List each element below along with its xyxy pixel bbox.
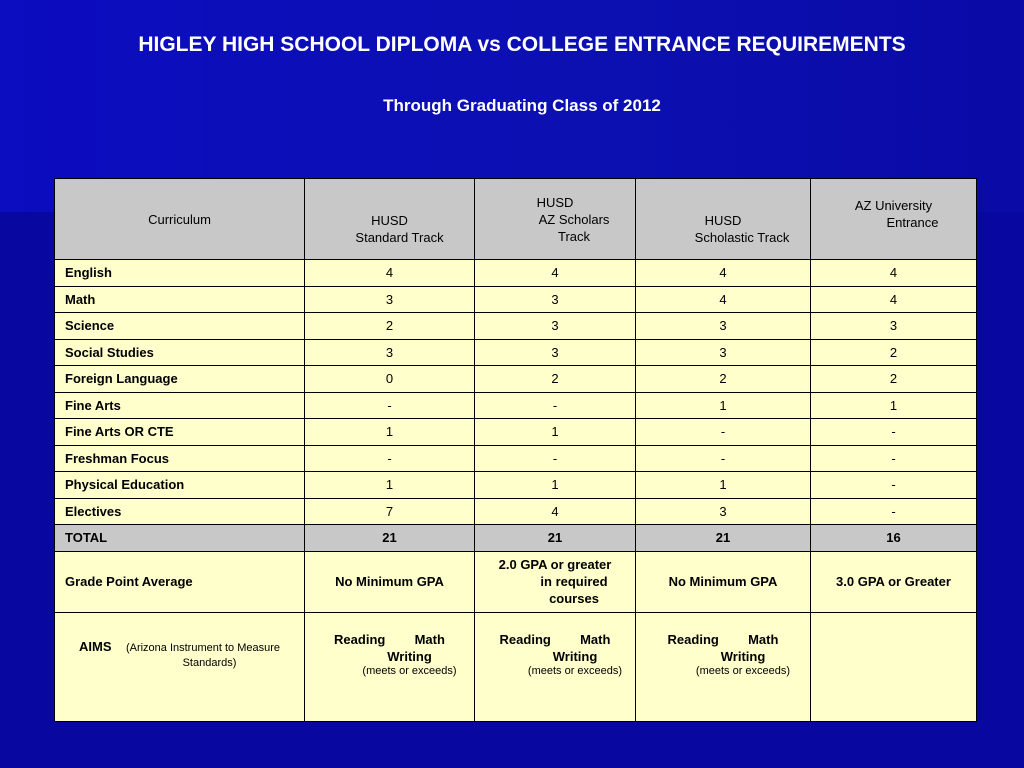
cell-value: 2 (811, 339, 977, 366)
aims-row (55, 612, 977, 721)
aims-scholars (475, 612, 636, 721)
row-label: Math (55, 286, 305, 313)
aims-desc-line2: Standards) (182, 656, 237, 669)
cell-value: 4 (475, 260, 636, 287)
cell-value: - (811, 498, 977, 525)
aims-math: Math (414, 631, 445, 647)
aims-scholastic (636, 612, 811, 721)
header-university-line2: Entrance (886, 215, 939, 230)
aims-reading-math (485, 631, 625, 648)
slide-title: HIGLEY HIGH SCHOOL DIPLOMA vs COLLEGE ENTRANCE REQUIREMENTS (138, 33, 906, 56)
cell-value: 4 (636, 286, 811, 313)
cell-value: 2 (811, 366, 977, 393)
row-label: Foreign Language (55, 366, 305, 393)
cell-value: 2 (636, 366, 811, 393)
cell-value: 1 (305, 419, 475, 446)
row-label: Social Studies (55, 339, 305, 366)
cell-value: 3 (636, 498, 811, 525)
total-value: 21 (305, 525, 475, 552)
aims-reading: Reading (499, 631, 551, 647)
cell-value: - (305, 445, 475, 472)
cell-value: - (636, 419, 811, 446)
gpa-scholars-line2: in required (540, 574, 608, 589)
requirements-table (54, 178, 977, 722)
header-az-university (811, 179, 977, 260)
aims-label (55, 612, 305, 721)
cell-value: - (475, 445, 636, 472)
aims-reading: Reading (334, 631, 386, 647)
row-label: Fine Arts (55, 392, 305, 419)
row-label: Physical Education (55, 472, 305, 499)
aims-writing: Writing (552, 648, 598, 664)
row-label: Electives (55, 498, 305, 525)
cell-value: - (811, 445, 977, 472)
gpa-university: 3.0 GPA or Greater (811, 551, 977, 612)
table-row (55, 286, 977, 313)
cell-value: 4 (475, 498, 636, 525)
aims-reading-math (315, 631, 464, 648)
cell-value: 1 (636, 472, 811, 499)
row-label: Science (55, 313, 305, 340)
header-row (55, 179, 977, 260)
total-value: 21 (475, 525, 636, 552)
gpa-scholars-line3: courses (549, 591, 599, 606)
table-row (55, 392, 977, 419)
aims-reading: Reading (667, 631, 719, 647)
gpa-scholastic: No Minimum GPA (636, 551, 811, 612)
cell-value: - (811, 472, 977, 499)
row-label: English (55, 260, 305, 287)
cell-value: - (636, 445, 811, 472)
cell-value: 7 (305, 498, 475, 525)
total-value: 16 (811, 525, 977, 552)
header-scholastic-line1: HUSD (704, 213, 742, 228)
aims-reading-math (646, 631, 800, 648)
row-label: Fine Arts OR CTE (55, 419, 305, 446)
cell-value: - (305, 392, 475, 419)
gpa-row (55, 551, 977, 612)
cell-value: 2 (475, 366, 636, 393)
cell-value: 4 (636, 260, 811, 287)
header-scholastic-track (636, 179, 811, 260)
cell-value: 3 (636, 339, 811, 366)
header-az-scholars-track (475, 179, 636, 260)
table-row (55, 260, 977, 287)
header-standard-track (305, 179, 475, 260)
cell-value: 3 (475, 286, 636, 313)
header-scholars-line1: HUSD (536, 194, 574, 210)
aims-note: (meets or exceeds) (362, 664, 457, 677)
cell-value: 3 (475, 313, 636, 340)
cell-value: - (475, 392, 636, 419)
header-curriculum (55, 179, 305, 260)
cell-value: 3 (305, 286, 475, 313)
header-standard-line1: HUSD (371, 213, 408, 228)
header-scholars-line2: AZ Scholars (538, 211, 610, 227)
gpa-label: Grade Point Average (55, 551, 305, 612)
header-curriculum-label: Curriculum (148, 211, 211, 227)
cell-value: 2 (305, 313, 475, 340)
aims-desc-line1: (Arizona Instrument to Measure (125, 641, 281, 654)
table-row (55, 313, 977, 340)
aims-writing: Writing (720, 648, 766, 664)
aims-writing: Writing (387, 648, 432, 664)
cell-value: 3 (475, 339, 636, 366)
total-value: 21 (636, 525, 811, 552)
aims-math: Math (748, 631, 779, 647)
table-row (55, 339, 977, 366)
gpa-scholars-line1: 2.0 GPA or greater (498, 557, 612, 572)
header-scholastic-line2: Scholastic Track (694, 230, 790, 245)
cell-value: 1 (636, 392, 811, 419)
cell-value: 4 (811, 260, 977, 287)
total-row (55, 525, 977, 552)
cell-value: 0 (305, 366, 475, 393)
table-row (55, 472, 977, 499)
cell-value: 1 (305, 472, 475, 499)
table-row (55, 445, 977, 472)
total-label: TOTAL (55, 525, 305, 552)
gpa-standard: No Minimum GPA (305, 551, 475, 612)
table-row (55, 419, 977, 446)
cell-value: 1 (811, 392, 977, 419)
aims-name: AIMS (78, 638, 112, 654)
cell-value: 4 (811, 286, 977, 313)
slide-subtitle: Through Graduating Class of 2012 (383, 96, 661, 115)
cell-value: 3 (305, 339, 475, 366)
cell-value: 3 (636, 313, 811, 340)
table-row (55, 366, 977, 393)
table-row (55, 498, 977, 525)
cell-value: 3 (811, 313, 977, 340)
aims-math: Math (580, 631, 611, 647)
aims-university (811, 612, 977, 721)
cell-value: 1 (475, 472, 636, 499)
gpa-scholars (475, 551, 636, 612)
header-scholars-line3: Track (557, 228, 591, 244)
aims-note: (meets or exceeds) (527, 664, 623, 677)
cell-value: - (811, 419, 977, 446)
cell-value: 4 (305, 260, 475, 287)
header-standard-line2: Standard Track (355, 230, 444, 245)
header-university-line1: AZ University (854, 198, 933, 213)
cell-value: 1 (475, 419, 636, 446)
aims-note: (meets or exceeds) (695, 664, 791, 677)
aims-standard (305, 612, 475, 721)
row-label: Freshman Focus (55, 445, 305, 472)
